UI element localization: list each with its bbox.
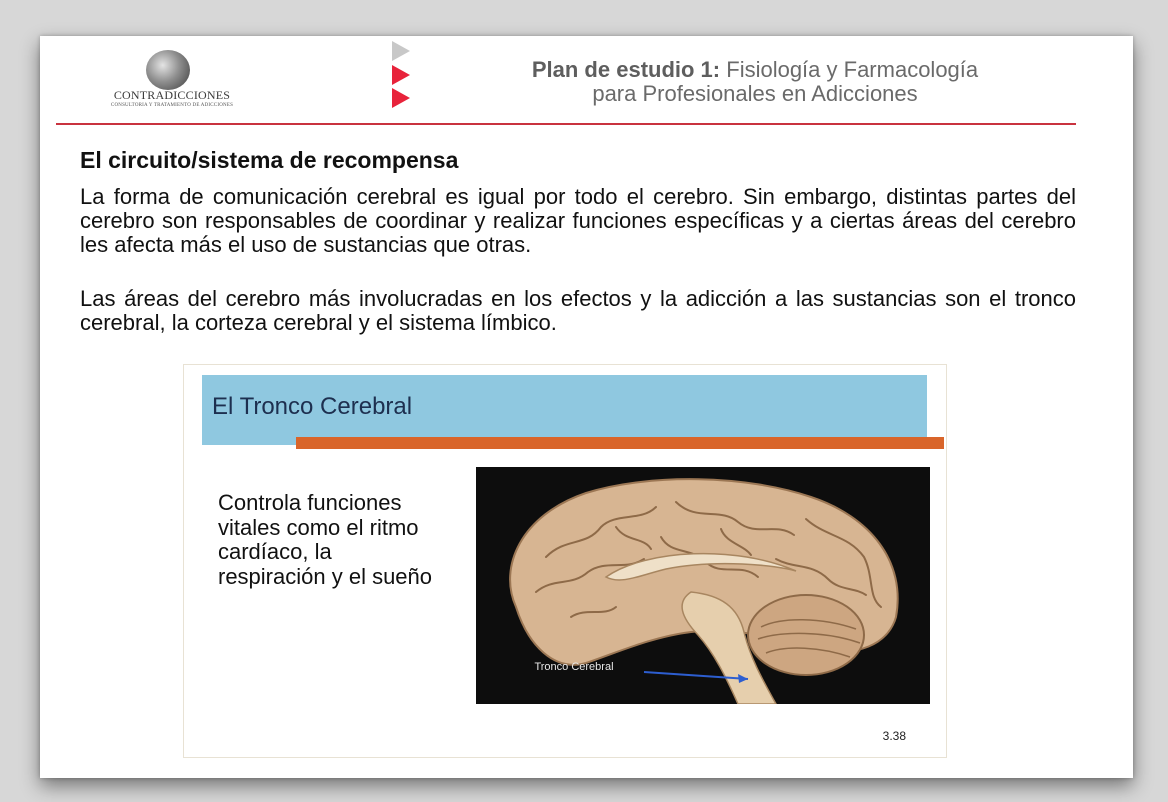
header-divider xyxy=(56,123,1076,125)
brainstem-label: Tronco Cerebral xyxy=(534,661,614,673)
triangle-grey-icon xyxy=(392,41,410,61)
slide-body-text: Controla funciones vitales como el ritmo cardíaco, la respiración y el sueño xyxy=(218,490,433,589)
slide-title: El Tronco Cerebral xyxy=(212,393,413,420)
slide-number: 3.38 xyxy=(882,729,906,743)
logo-tagline: CONSULTORIA Y TRATAMIENTO DE ADICCIONES xyxy=(110,103,234,108)
plan-label: Plan de estudio 1: xyxy=(531,57,721,82)
paragraph-2: Las áreas del cerebro más involucradas en los efectos y la adicción a las sustancias son el tronco cerebral, la corteza cerebral y el sistema límbico. xyxy=(80,286,1076,335)
brain-image xyxy=(476,467,930,704)
plan-title xyxy=(445,58,1065,106)
paragraph-1: La forma de comunicación cerebral es igual por todo el cerebro. Sin embargo, distintas partes del cerebro son responsables de coordinar y realizar funciones específicas y a ciertas áreas del cerebro les afecta más el uso de sustancias que otras. xyxy=(80,184,1076,257)
logo-sphere-icon xyxy=(146,50,190,90)
document-page xyxy=(40,36,1133,778)
embedded-slide xyxy=(183,364,947,758)
plan-title-line1: Fisiología y Farmacología xyxy=(726,57,979,82)
logo-name: CONTRADICCIONES xyxy=(113,88,231,102)
plan-title-line2: para Profesionales en Adicciones xyxy=(592,81,918,106)
section-heading: El circuito/sistema de recompensa xyxy=(80,147,459,173)
triangle-red-icon xyxy=(392,65,410,85)
slide-orange-stripe xyxy=(296,437,944,449)
contradicciones-logo xyxy=(80,50,280,110)
triangle-red-icon xyxy=(392,88,410,108)
